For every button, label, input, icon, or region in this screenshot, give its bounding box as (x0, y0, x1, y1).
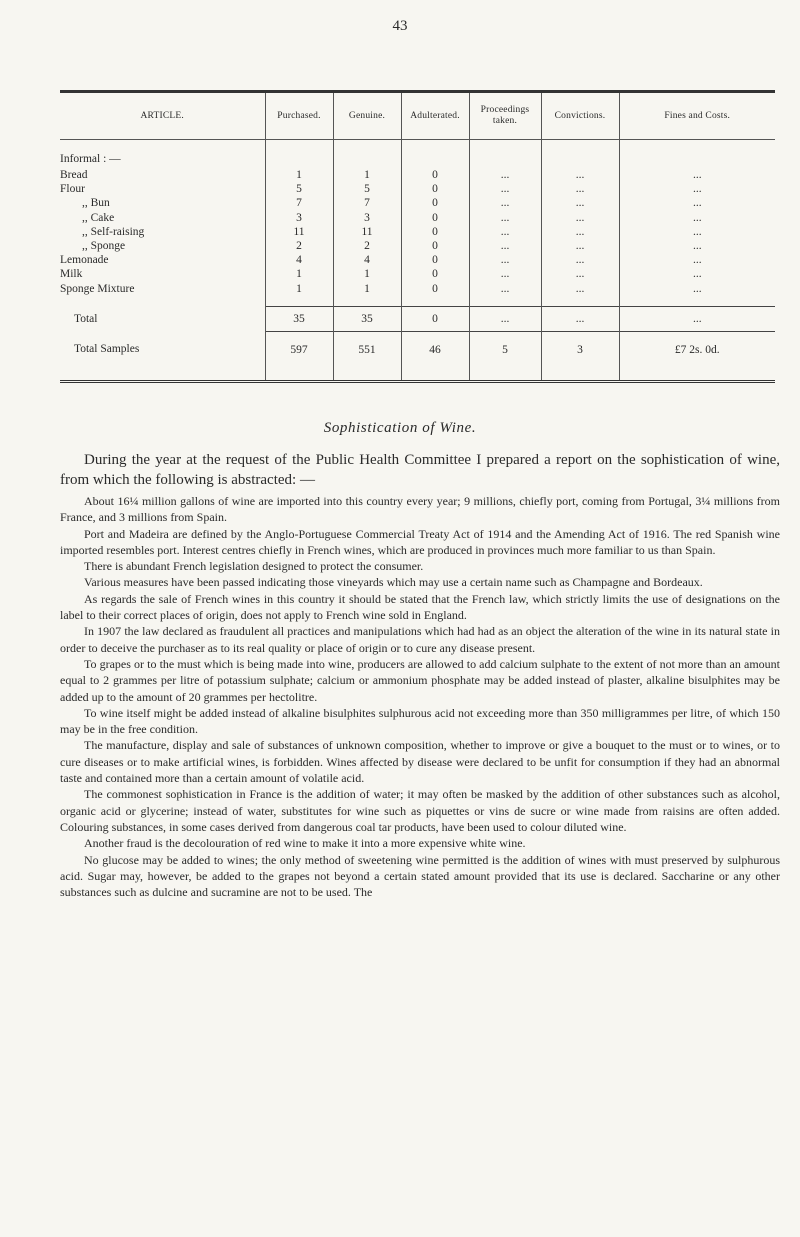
cell-proceedings: ... (469, 182, 541, 196)
cell-fines: ... (619, 253, 775, 267)
cell-proceedings: ... (469, 196, 541, 210)
cell-article: ,, Sponge (82, 240, 126, 253)
cell-genuine: 1 (333, 267, 401, 281)
header-genuine: Genuine. (333, 93, 401, 140)
cell-purchased: 11 (265, 225, 333, 239)
cell-adulterated: 0 (401, 267, 469, 281)
cell-article: Sponge Mixture (60, 282, 135, 295)
cell-proceedings: ... (469, 225, 541, 239)
cell-convictions: ... (541, 211, 619, 225)
total-row (60, 306, 775, 331)
paragraph: The manufacture, display and sale of substances of unknown composition, whether to improve or give a bouquet to the must or to wines, or to cure diseases or to make artificial wines, is forbidden. Wines affected by disease were declared to be unfit for consumption if they had an abnormal taste and contained more than a certain amount of volatile acid. (60, 738, 780, 786)
cell-convictions: ... (541, 267, 619, 281)
page-number: 43 (392, 18, 408, 34)
samples-table (60, 90, 775, 385)
cell-convictions: ... (541, 182, 619, 196)
cell-adulterated: 0 (401, 239, 469, 253)
table-row (60, 168, 775, 182)
header-adulterated: Adulterated. (401, 93, 469, 140)
cell-genuine: 1 (333, 282, 401, 296)
paragraph: In 1907 the law declared as fraudulent all practices and manipulations which had had as an object the alteration of the wine in its natural state in order to deceive the purchaser as to its real quality or place of origin or to cure any disease present. (60, 624, 780, 655)
cell-fines: ... (619, 182, 775, 196)
cell-proceedings: ... (469, 168, 541, 182)
paragraph: There is abundant French legislation designed to protect the consumer. (84, 559, 424, 574)
group-label: Informal : — (60, 153, 121, 165)
group-label-row (60, 150, 775, 168)
header-convictions: Convictions. (541, 93, 619, 140)
cell-fines: ... (619, 196, 775, 210)
cell-genuine: 35 (333, 306, 401, 331)
cell-proceedings: ... (469, 211, 541, 225)
paragraph: About 16¼ million gallons of wine are imported into this country every year; 9 millions, chiefly port, coming from Portugal, 3¼ millions from France, and 3 millions from Spain. (60, 494, 780, 525)
cell-genuine: 2 (333, 239, 401, 253)
cell-fines: ... (619, 225, 775, 239)
cell-adulterated: 0 (401, 211, 469, 225)
table-row (60, 267, 775, 281)
cell-purchased: 1 (265, 168, 333, 182)
cell-purchased: 4 (265, 253, 333, 267)
table-row (60, 282, 775, 296)
cell-proceedings: ... (469, 239, 541, 253)
cell-proceedings: ... (469, 253, 541, 267)
paragraph: Port and Madeira are defined by the Anglo-Portuguese Commercial Treaty Act of 1914 and the Amending Act of 1916. The red Spanish wine imported resembles port. Interest centres chiefly in French wines, which are produced in provinces much more familiar to us than Spain. (60, 526, 780, 557)
report-text (60, 450, 780, 900)
header-article: ARTICLE. (60, 93, 265, 140)
cell-convictions: ... (541, 225, 619, 239)
cell-article: ,, Bun (82, 197, 110, 210)
samples-grid (60, 93, 775, 380)
table-row (60, 182, 775, 196)
cell-genuine: 3 (333, 211, 401, 225)
cell-genuine: 1 (333, 168, 401, 182)
cell-purchased: 1 (265, 267, 333, 281)
cell-adulterated: 0 (401, 253, 469, 267)
cell-article: Bread (60, 169, 88, 182)
cell-convictions: ... (541, 306, 619, 331)
cell-fines: ... (619, 282, 775, 296)
table-row (60, 211, 775, 225)
cell-adulterated: 46 (401, 331, 469, 368)
cell-purchased: 35 (265, 306, 333, 331)
paragraph: The commonest sophistication in France is the addition of water; it may often be masked by the addition of other substances such as alcohol, organic acid or glycerine; instead of water, substitutes for wine such as piquettes or vins de sucre or wine made from raisins are often added. Colouring substances, in some cases derived from dangerous coal tar products, have been used to colour diluted wine. (60, 787, 780, 834)
cell-genuine: 5 (333, 182, 401, 196)
cell-proceedings: ... (469, 306, 541, 331)
cell-convictions: ... (541, 282, 619, 296)
cell-purchased: 5 (265, 182, 333, 196)
cell-article: Milk (60, 268, 83, 281)
table-row (60, 225, 775, 239)
table-bottom-rule (60, 380, 775, 385)
total-samples-row (60, 331, 775, 368)
cell-genuine: 7 (333, 196, 401, 210)
cell-purchased: 1 (265, 282, 333, 296)
cell-convictions: ... (541, 168, 619, 182)
section-title: Sophistication of Wine. (323, 420, 477, 436)
cell-proceedings: 5 (469, 331, 541, 368)
paragraph: As regards the sale of French wines in this country it should be stated that the French law, which strictly limits the use of designations on the label to their correct places of origin, does not apply to French wine sold in England. (60, 591, 780, 623)
cell-fines: £7 2s. 0d. (619, 331, 775, 368)
cell-convictions: ... (541, 253, 619, 267)
cell-fines: ... (619, 306, 775, 331)
cell-adulterated: 0 (401, 282, 469, 296)
cell-fines: ... (619, 239, 775, 253)
table-row (60, 253, 775, 267)
cell-article: Total (74, 312, 98, 325)
header-purchased: Purchased. (265, 93, 333, 140)
cell-proceedings: ... (469, 282, 541, 296)
cell-adulterated: 0 (401, 182, 469, 196)
cell-fines: ... (619, 168, 775, 182)
paragraph: No glucose may be added to wines; the only method of sweetening wine permitted is the addition of wines with must preserved by sulphurous acid. Sugar may, however, be added to the grapes not beyond a certain stated amount provided that its use is declared. Saccharine or any other substances such as dulcine and sucramine are not to be used. The (60, 852, 780, 900)
cell-adulterated: 0 (401, 306, 469, 331)
paragraph: To grapes or to the must which is being made into wine, producers are allowed to add calcium sulphate to the extent of not more than an amount equal to 2 grammes per litre of potassium sulphate; calcium or ammonium phosphate may be added instead of plaster, alkaline bisulphites may be added up to the amount of 20 grammes per hectolitre. (60, 656, 780, 704)
table-header-row (60, 93, 775, 140)
cell-fines: ... (619, 211, 775, 225)
cell-purchased: 7 (265, 196, 333, 210)
cell-purchased: 3 (265, 211, 333, 225)
cell-article: ,, Cake (82, 211, 115, 224)
cell-adulterated: 0 (401, 196, 469, 210)
header-fines: Fines and Costs. (619, 93, 775, 140)
cell-fines: ... (619, 267, 775, 281)
cell-adulterated: 0 (401, 225, 469, 239)
paragraph: To wine itself might be added instead of alkaline bisulphites sulphurous acid not exceeding more than 350 milligrammes per litre, of which 150 may be in the free condition. (60, 705, 780, 737)
cell-article: Flour (60, 183, 85, 196)
cell-article: Total Samples (74, 343, 140, 356)
header-proceedings: Proceedings taken. (469, 93, 541, 140)
paragraph: Various measures have been passed indicating those vineyards which may use a certain name such as Champagne and Bordeaux. (84, 575, 703, 590)
paragraph: Another fraud is the decolouration of red wine to make it into a more expensive white wine. (84, 836, 526, 851)
cell-convictions: 3 (541, 331, 619, 368)
cell-purchased: 2 (265, 239, 333, 253)
cell-purchased: 597 (265, 331, 333, 368)
table-row (60, 196, 775, 210)
table-row (60, 239, 775, 253)
cell-genuine: 551 (333, 331, 401, 368)
cell-adulterated: 0 (401, 168, 469, 182)
cell-proceedings: ... (469, 267, 541, 281)
cell-article: Lemonade (60, 254, 109, 267)
cell-convictions: ... (541, 196, 619, 210)
paragraph: During the year at the request of the Public Health Committee I prepared a report on the sophistication of wine, from which the following is abstracted: — (60, 452, 780, 488)
cell-genuine: 4 (333, 253, 401, 267)
cell-genuine: 11 (333, 225, 401, 239)
cell-article: ,, Self-raising (82, 225, 145, 238)
cell-convictions: ... (541, 239, 619, 253)
